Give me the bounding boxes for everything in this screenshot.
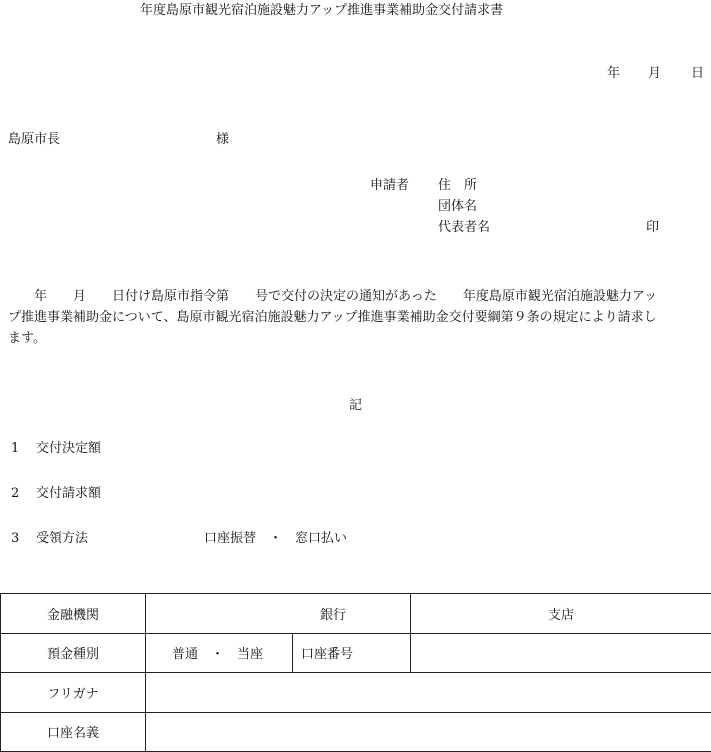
body-line-1: 年 月 日付け島原市指令第 号で交付の決定の通知があった 年度島原市観光宿泊施設魅力アッ	[8, 289, 657, 304]
item-3-label: 受領方法	[36, 531, 89, 546]
document-title: 年度島原市観光宿泊施設魅力アップ推進事業補助金交付請求書	[140, 3, 504, 18]
bank-suffix: 銀行	[320, 607, 347, 623]
date-month: 月	[648, 66, 662, 81]
row-deposit	[1, 633, 711, 673]
body-line-2: プ推進事業補助金について、島原市観光宿泊施設魅力アップ推進事業補助金交付要綱第９条の規定により請求し	[8, 310, 657, 325]
applicant-seal: 印	[646, 220, 660, 235]
date-day: 日	[691, 66, 705, 81]
date-year: 年	[607, 66, 621, 81]
account-holder-cell[interactable]	[146, 712, 711, 752]
furigana-label: フリガナ	[1, 673, 146, 713]
item-3-num: 3	[11, 531, 20, 546]
row-institution	[1, 594, 711, 634]
ki-heading: 記	[349, 398, 363, 413]
bank-info-table	[0, 593, 711, 752]
account-number-label: 口座番号	[293, 633, 411, 673]
item-1-num: 1	[11, 441, 20, 456]
addressee-name: 島原市長	[8, 132, 61, 147]
furigana-cell[interactable]	[146, 673, 711, 713]
item-1-label: 交付決定額	[36, 441, 102, 456]
applicant-address-label: 住 所	[438, 178, 478, 193]
item-2-label: 交付請求額	[36, 486, 102, 501]
body-line-3: ます。	[8, 331, 46, 346]
row-holder	[1, 712, 711, 752]
request-body	[8, 286, 708, 349]
deposit-type-options[interactable]: 普通 ・ 当座	[146, 633, 293, 673]
branch-name-cell[interactable]	[411, 594, 711, 634]
deposit-type-label: 預金種別	[1, 633, 146, 673]
bank-name-cell[interactable]	[146, 594, 411, 634]
row-furigana	[1, 673, 711, 713]
applicant-group-label: 団体名	[438, 199, 478, 214]
institution-label: 金融機関	[1, 594, 146, 634]
applicant-label: 申請者	[370, 178, 410, 193]
branch-suffix: 支店	[548, 607, 575, 623]
item-2-num: 2	[11, 486, 20, 501]
applicant-rep-label: 代表者名	[438, 220, 491, 235]
account-number-cell[interactable]	[411, 633, 711, 673]
account-holder-label: 口座名義	[1, 712, 146, 752]
receipt-method-options: 口座振替 ・ 窓口払い	[204, 531, 348, 546]
addressee-honorific: 様	[216, 132, 230, 147]
